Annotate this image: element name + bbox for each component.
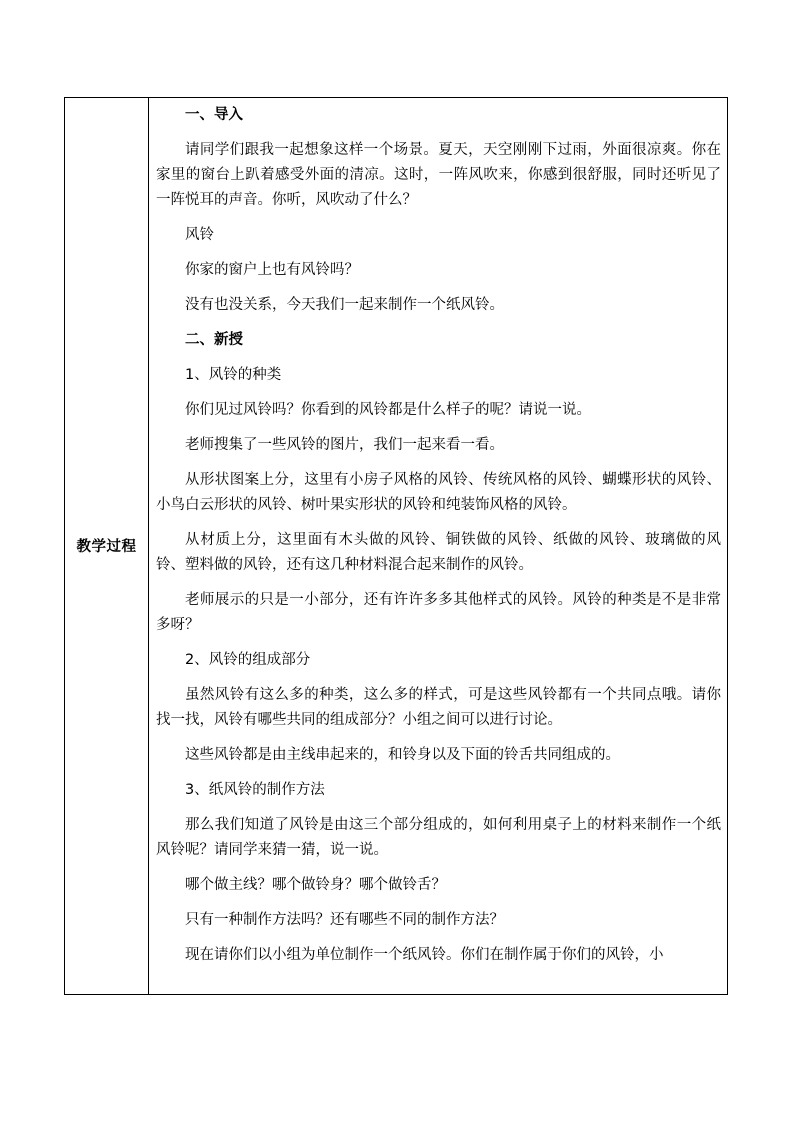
paragraph: 这些风铃都是由主线串起来的，和铃身以及下面的铃舌共同组成的。 <box>185 747 620 763</box>
teaching-process-cell <box>149 98 727 994</box>
row-label: 教学过程 <box>76 538 137 555</box>
paragraph: 虽然风铃有这么多的种类，这么多的样式，可是这些风铃都有一个共同点哦。请你找一找，风铃有哪些共同的组成部分？小组之间可以进行讨论。 <box>156 687 721 728</box>
paragraph: 只有一种制作方法吗？还有哪些不同的制作方法？ <box>185 912 504 928</box>
paragraph: 哪个做主线？哪个做铃身？哪个做铃舌？ <box>185 877 446 893</box>
section-heading-intro: 一、导入 <box>185 107 243 123</box>
paragraph: 请同学们跟我一起想象这样一个场景。夏天，天空刚刚下过雨，外面很凉爽。你在家里的窗台上趴着感受外面的清凉。这时，一阵风吹来，你感到很舒服，同时还听见了一阵悦耳的声音。你听，风吹动了什么？ <box>156 142 721 208</box>
paragraph: 老师展示的只是一小部分，还有许许多多其他样式的风铃。风铃的种类是不是非常多呀？ <box>156 592 721 633</box>
subheading-components: 2、风铃的组成部分 <box>185 652 311 668</box>
paragraph: 你家的窗户上也有风铃吗？ <box>185 262 359 278</box>
paragraph: 现在请你们以小组为单位制作一个纸风铃。你们在制作属于你们的风铃，小 <box>185 947 664 963</box>
paragraph: 你们见过风铃吗？你看到的风铃都是什么样子的呢？请说一说。 <box>185 402 591 418</box>
paragraph: 那么我们知道了风铃是由这三个部分组成的，如何利用桌子上的材料来制作一个纸风铃呢？请同学来猜一猜，说一说。 <box>156 817 721 858</box>
subheading-method: 3、纸风铃的制作方法 <box>185 782 325 798</box>
row-label-cell <box>65 98 149 994</box>
lesson-plan-table <box>64 97 728 995</box>
paragraph: 从形状图案上分，这里有小房子风格的风铃、传统风格的风铃、蝴蝶形状的风铃、小鸟白云形状的风铃、树叶果实形状的风铃和纯装饰风格的风铃。 <box>156 472 721 513</box>
paragraph: 风铃 <box>185 227 214 243</box>
paragraph: 老师搜集了一些风铃的图片，我们一起来看一看。 <box>185 437 504 453</box>
subheading-types: 1、风铃的种类 <box>185 367 282 383</box>
section-heading-new-lesson: 二、新授 <box>185 332 243 348</box>
paragraph: 从材质上分，这里面有木头做的风铃、铜铁做的风铃、纸做的风铃、玻璃做的风铃、塑料做的风铃，还有这几种材料混合起来制作的风铃。 <box>156 532 721 573</box>
paragraph: 没有也没关系，今天我们一起来制作一个纸风铃。 <box>185 297 504 313</box>
